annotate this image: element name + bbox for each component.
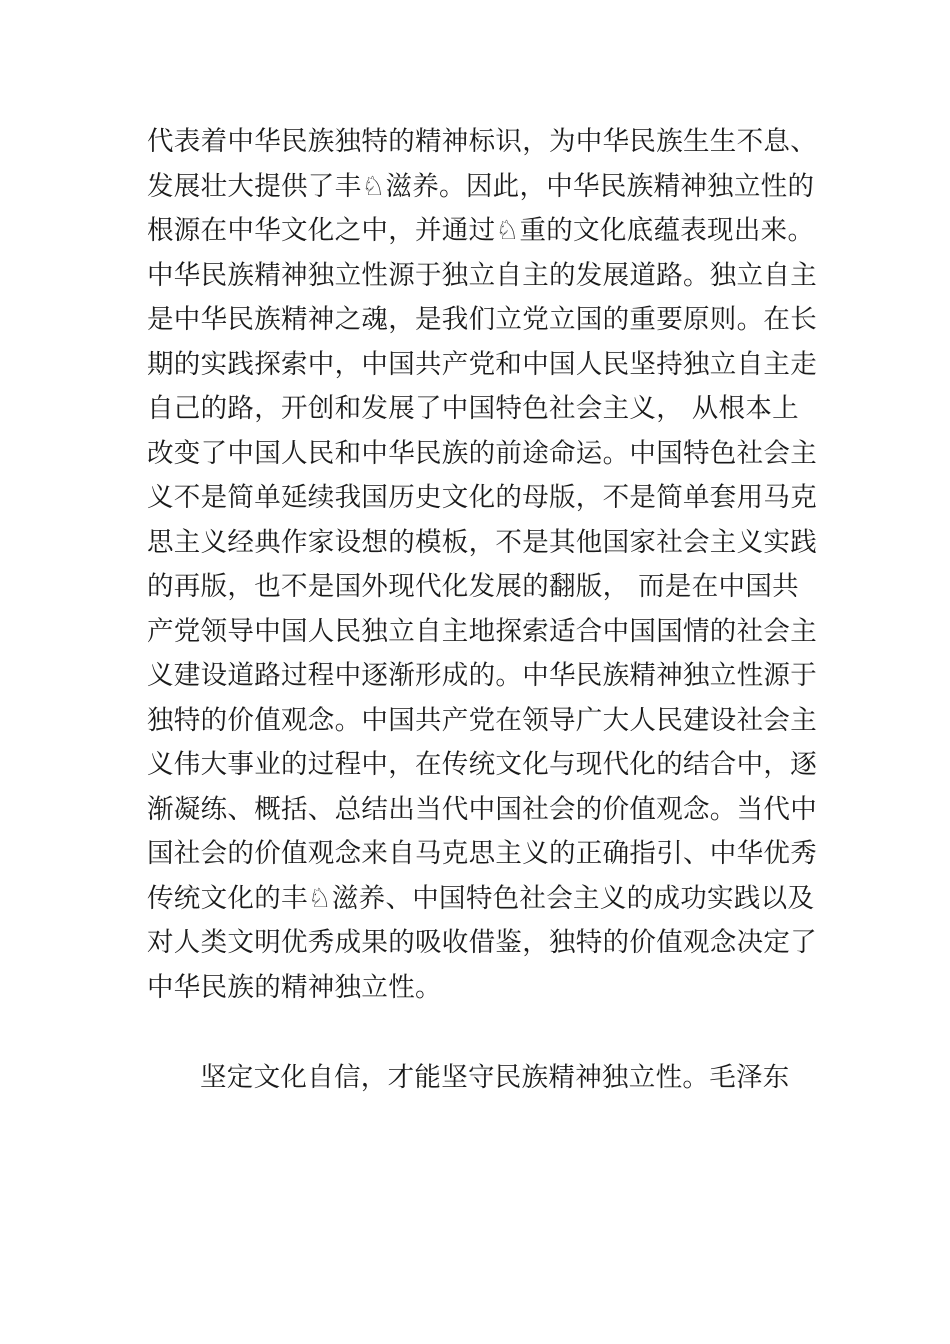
text-line: 独特的价值观念。中国共产党在领导广大人民建设社会主	[147, 705, 817, 736]
text-line: 产党领导中国人民独立自主地探索适合中国国情的社会主	[147, 616, 817, 647]
text-line: 传统文化的丰♘滋养、中国特色社会主义的成功实践以及	[147, 883, 815, 914]
text-line: 义建设道路过程中逐渐形成的。中华民族精神独立性源于	[147, 660, 817, 691]
text-line: 思主义经典作家设想的模板，不是其他国家社会主义实践	[147, 527, 817, 558]
text-line: 是中华民族精神之魂，是我们立党立国的重要原则。在长	[147, 304, 817, 335]
text-line: 期的实践探索中，中国共产党和中国人民坚持独立自主走	[147, 349, 817, 380]
text-line: 改变了中国人民和中华民族的前途命运。中国特色社会主	[147, 438, 817, 469]
text-line: 自己的路，开创和发展了中国特色社会主义， 从根本上	[147, 393, 799, 424]
text-line: 发展壮大提供了丰♘滋养。因此，中华民族精神独立性的	[147, 171, 815, 202]
text-line: 中华民族精神独立性源于独立自主的发展道路。独立自主	[147, 260, 817, 291]
text-line: 根源在中华文化之中，并通过♘重的文化底蕴表现出来。	[147, 215, 815, 246]
text-line: 的再版，也不是国外现代化发展的翻版， 而是在中国共	[147, 571, 799, 602]
text-line: 国社会的价值观念来自马克思主义的正确指引、中华优秀	[147, 838, 817, 869]
text-line: 义不是简单延续我国历史文化的母版，不是简单套用马克	[147, 482, 817, 513]
text-line: 义伟大事业的过程中，在传统文化与现代化的结合中，逐	[147, 749, 817, 780]
text-line: 代表着中华民族独特的精神标识，为中华民族生生不息、	[147, 126, 817, 157]
text-line: 中华民族的精神独立性。	[147, 972, 442, 1003]
text-line: 渐凝练、概括、总结出当代中国社会的价值观念。当代中	[147, 794, 817, 825]
text-line: 对人类文明优秀成果的吸收借鉴，独特的价值观念决定了	[147, 927, 817, 958]
paragraph-start-line: 坚定文化自信，才能坚守民族精神独立性。毛泽东	[200, 1062, 790, 1093]
